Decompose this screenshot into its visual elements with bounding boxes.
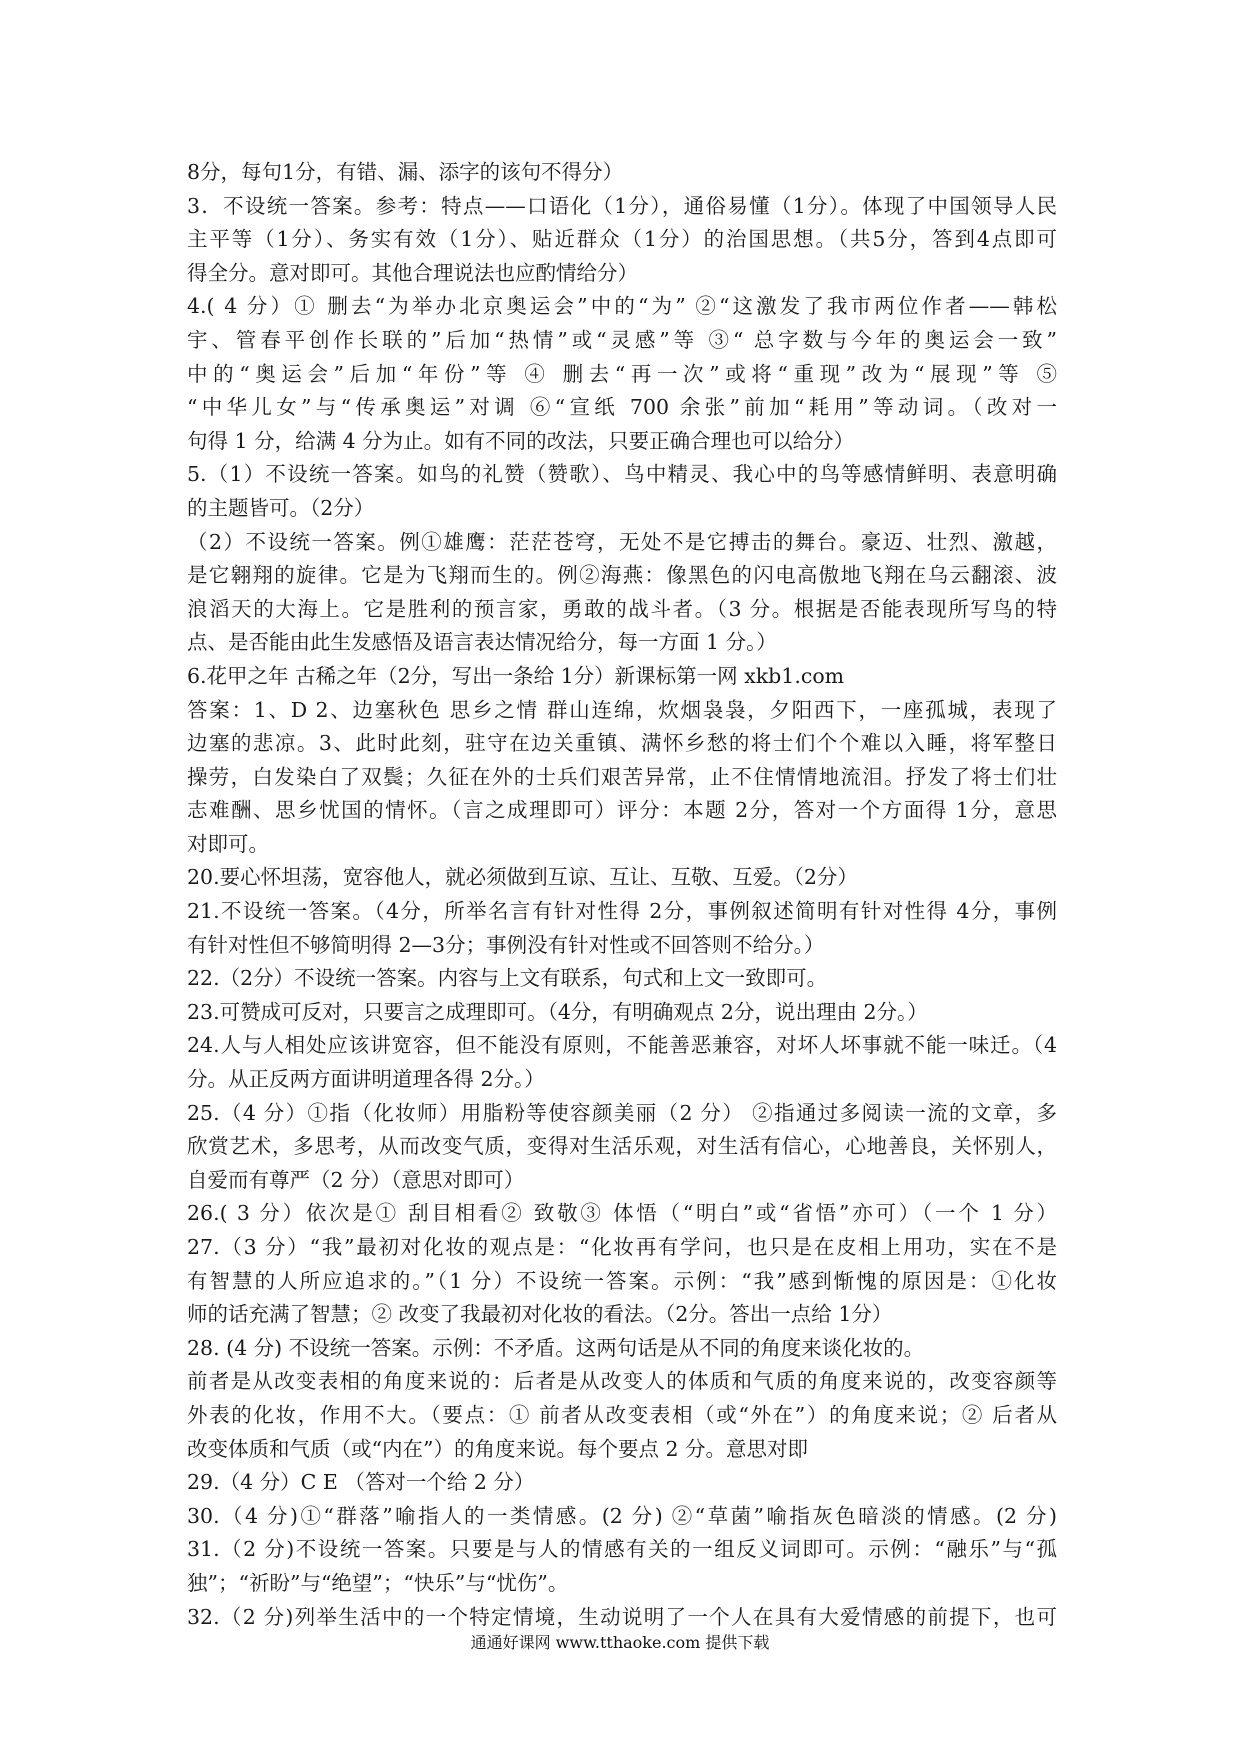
text-line: 自爱而有尊严（2 分）（意思对即可）: [187, 1167, 525, 1192]
text-line: 得全分。意对即可。其他合理说法也应酌情给分）: [187, 260, 638, 285]
text-line: （2）不设统一答案。例①雄鹰：茫茫苍穹，无处不是它搏击的舞台。豪迈、壮烈、激越，: [187, 529, 1057, 554]
text-line: 边塞的悲凉。3、此时此刻，驻守在边关重镇、满怀乡愁的将士们个个难以入睡，将军整日: [187, 731, 1057, 756]
text-line: 8分，每句1分，有错、漏、添字的该句不得分）: [187, 160, 624, 184]
text-line: 有智慧的人所应追求的。”（1 分）不设统一答案。示例：“我”感到惭愧的原因是：①化妆: [187, 1268, 1057, 1293]
text-line: 31.（2 分)不设统一答案。只要是与人的情感有关的一组反义词即可。示例：“融乐”与“孤: [187, 1537, 1057, 1562]
text-line: 25.（4 分）①指（化妆师）用脂粉等使容颜美丽（2 分） ②指通过多阅读一流的文章，多: [187, 1100, 1057, 1125]
text-line: 21.不设统一答案。（4分，所举名言有针对性得 2分，事例叙述简明有针对性得 4分，事例: [187, 899, 1057, 924]
text-line: 师的话充满了智慧；② 改变了我最初对化妆的看法。（2分。答出一点给 1分）: [187, 1302, 893, 1327]
text-line: 主平等（1分）、务实有效（1分）、贴近群众（1分）的治国思想。（共5分，答到4点即可: [187, 227, 1057, 252]
page-footer: 通通好课网 www.tthaoke.com 提供下载: [470, 1633, 770, 1652]
text-line: 4.( 4 分）① 删去“为举办北京奥运会”中的“为” ②“这激发了我市两位作者——韩松: [187, 294, 1057, 319]
text-line: 对即可。: [187, 831, 269, 856]
text-line: 点、是否能由此生发感悟及语言表达情况给分，每一方面 1 分。）: [187, 630, 777, 655]
text-line: 中的“奥运会”后加“年份”等 ④ 删去“再一次”或将“重现”改为“展现”等 ⑤: [187, 361, 1057, 386]
text-line: 29.（4 分）C E （答对一个给 2 分）: [187, 1470, 535, 1495]
text-line: 28. (4 分) 不设统一答案。示例：不矛盾。这两句话是从不同的角度来谈化妆的。: [187, 1335, 925, 1360]
text-line: 浪滔天的大海上。它是胜利的预言家，勇敢的战斗者。（3 分。根据是否能表现所写鸟的特: [187, 596, 1057, 621]
text-line: 独”；“祈盼”与“绝望”；“快乐”与“忧伤”。: [187, 1570, 569, 1595]
text-line: 欣赏艺术，多思考，从而改变气质，变得对生活乐观，对生活有信心，心地善良，关怀别人，: [187, 1134, 1057, 1159]
text-line: 32.（2 分)列举生活中的一个特定情境，生动说明了一个人在具有大爱情感的前提下，也可: [187, 1604, 1057, 1629]
text-line: 句得 1 分，给满 4 分为止。如有不同的改法，只要正确合理也可以给分）: [187, 428, 855, 453]
text-line: 宇、管春平创作长联的”后加“热情”或“灵感”等 ③“ 总字数与今年的奥运会一致”: [187, 327, 1057, 352]
text-line: 答案：1、D 2、边塞秋色 思乡之情 群山连绵，炊烟袅袅，夕阳西下，一座孤城，表现了: [187, 697, 1057, 722]
text-line: “中华儿女”与“传承奥运”对调 ⑥“宣纸 700 余张”前加“耗用”等动词。（改对一: [187, 395, 1057, 420]
text-line: 分。从正反两方面讲明道理各得 2分。）: [187, 1067, 545, 1092]
text-line: 22.（2分）不设统一答案。内容与上文有联系，句式和上文一致即可。: [187, 966, 828, 991]
text-line: 5.（1）不设统一答案。如鸟的礼赞（赞歌）、鸟中精灵、我心中的鸟等感情鲜明、表意明确: [187, 462, 1057, 487]
text-line: 27.（3 分）“我”最初对化妆的观点是：“化妆再有学问，也只是在皮相上用功，实在不是: [187, 1235, 1057, 1259]
text-line: 23.可赞成可反对，只要言之成理即可。（4分，有明确观点 2分，说出理由 2分。）: [187, 999, 928, 1024]
text-line: 有针对性但不够简明得 2—3分；事例没有针对性或不回答则不给分。）: [187, 932, 825, 957]
text-line: 的主题皆可。（2分）: [187, 495, 375, 520]
text-line: 24.人与人相处应该讲宽容，但不能没有原则，不能善恶兼容，对坏人坏事就不能一味迁。（4: [187, 1033, 1057, 1058]
text-line: 志难酬、思乡忧国的情怀。（言之成理即可）评分：本题 2分，答对一个方面得 1分，意思: [187, 798, 1057, 823]
text-line: 26.( 3 分）依次是① 刮目相看② 致敬③ 体悟（“明白”或“省悟”亦可）（一个 1 分）: [187, 1201, 1057, 1226]
text-line: 6.花甲之年 古稀之年（2分，写出一条给 1分）新课标第一网 xkb1.com: [187, 663, 845, 688]
text-line: 20.要心怀坦荡，宽容他人，就必须做到互谅、互让、互敬、互爱。（2分）: [187, 865, 858, 890]
text-line: 3．不设统一答案。参考：特点——口语化（1分），通俗易懂（1分）。体现了中国领导人民: [187, 193, 1057, 218]
text-line: 操劳，白发染白了双鬓；久征在外的士兵们艰苦异常，止不住情情地流泪。抒发了将士们壮: [187, 764, 1057, 789]
answer-key-body: [187, 156, 1057, 1634]
text-line: 外表的化妆，作用不大。（要点：① 前者从改变表相（或“外在”）的角度来说；② 后者从: [187, 1402, 1057, 1427]
text-line: 前者是从改变表相的角度来说的：后者是从改变人的体质和气质的角度来说的，改变容颜等: [187, 1369, 1057, 1394]
text-line: 是它翱翔的旋律。它是为飞翔而生的。例②海燕：像黑色的闪电高傲地飞翔在乌云翻滚、波: [187, 563, 1057, 588]
text-line: 改变体质和气质（或“内在”）的角度来说。每个要点 2 分。意思对即: [187, 1436, 809, 1461]
text-line: 30.（4 分)①“群落”喻指人的一类情感。(2 分) ②“草菌”喻指灰色暗淡的情感。(2 分): [187, 1503, 1057, 1528]
